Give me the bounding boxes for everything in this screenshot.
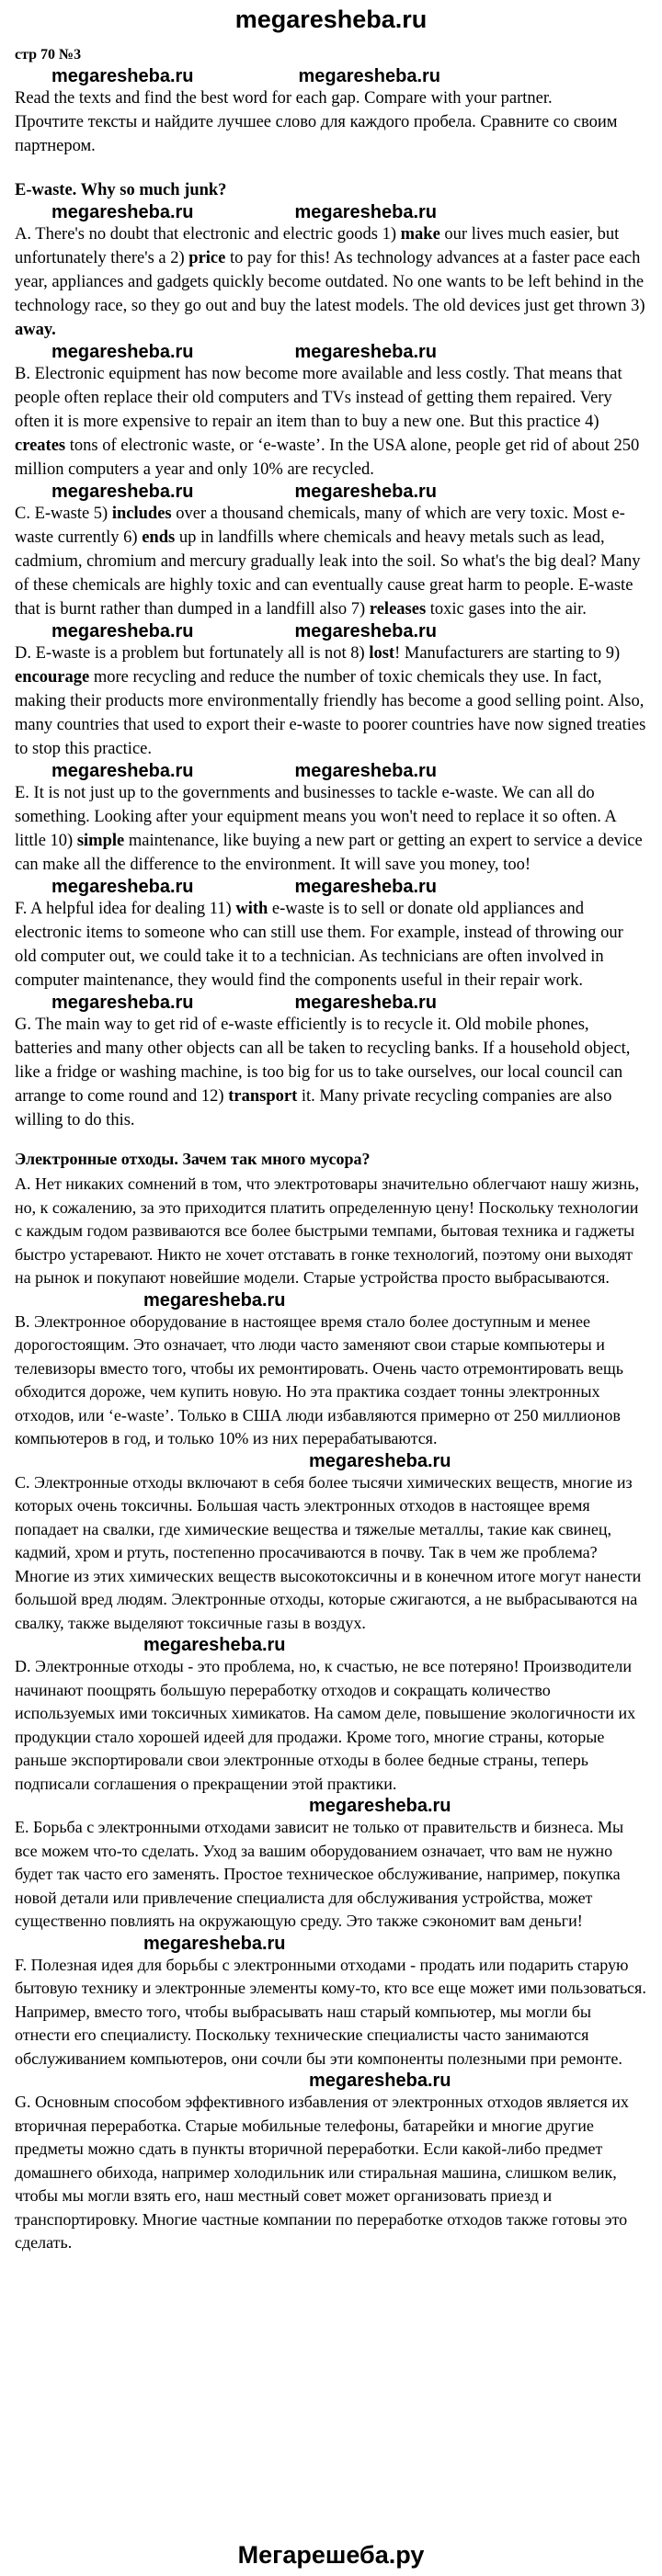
watermark: megaresheba.ru (298, 66, 441, 86)
watermark: megaresheba.ru (51, 342, 194, 362)
watermark: megaresheba.ru (51, 621, 194, 641)
answer-word: ends (142, 528, 176, 547)
watermark: megaresheba.ru (309, 1450, 451, 1471)
text-segment: A. There's no doubt that electronic and electric goods 1) (15, 225, 401, 244)
answer-word: away. (15, 321, 56, 339)
watermark: megaresheba.ru (51, 877, 194, 897)
watermark-row (15, 993, 647, 1013)
watermark: megaresheba.ru (51, 993, 194, 1013)
watermark-row (15, 482, 647, 502)
watermark-row (15, 202, 647, 222)
instruction-ru: Прочтите тексты и найдите лучшее слово для каждого пробела. Сравните со своим партнером. (15, 113, 618, 155)
watermark: megaresheba.ru (143, 1635, 286, 1655)
watermark-row (15, 761, 647, 781)
russian-paragraph: Е. Борьба с электронными отходами зависит не только от правительств и бизнеса. Мы все можем что-то сделать. Уход за вашим оборудованием означает, что вам не нужно будет так часто его заменять. Простое техническое обслуживание, например, покупка новой детали или привлечение специалиста для обслуживания устройства, может существенно повлиять на окружающую среду. Это также сэкономит вам деньги! (15, 1818, 624, 1930)
english-paragraph (15, 222, 647, 342)
watermark: megaresheba.ru (309, 2071, 451, 2091)
english-paragraph (15, 362, 647, 482)
text-segment: ! Manufacturers are starting to 9) (394, 644, 621, 663)
text-segment: to pay for this! As technology advances at a faster pace each year, appliances and gadgets quickly become outdated. No one wants to be left behind in the technology race, so they go out and buy the latest models. The old devices just get thrown 3) (15, 249, 645, 315)
russian-paragraph: G. Основным способом эффективного избавления от электронных отходов является их вторичная переработка. Старые мобильные телефоны, батарейки и многие другие предметы можно сдать в пункты вторичной переработки. Если какой-либо предмет домашнего обихода, например холодильник или стиральная машина, слишком велик, чтобы мы могли взять его, наш местный совет может организовать приезд и транспортировку. Многие частные компании по переработке отходов также готовы это сделать. (15, 2093, 629, 2252)
watermark: megaresheba.ru (294, 993, 438, 1013)
text-segment: it. Many private recycling companies are also willing to do this. (15, 1087, 612, 1129)
russian-paragraph: D. Электронные отходы - это проблема, но, к счастью, не все потеряно! Производители начинают поощрять большую переработку отходов и сокращать количество используемых ими токсичных химикатов. На самом деле, повышение экологичности их продукции стало хорошей идеей для продажи. Кроме того, многие страны, которые раньше экспортировали свои электронные отходы в более бедные страны, теперь подписали соглашения о прекращении этой практики. (15, 1657, 636, 1793)
russian-paragraph: В. Электронное оборудование в настоящее время стало более доступным и менее дорогостоящим. Это означает, что люди часто заменяют свои старые компьютеры и телевизоры вместо того, чтобы их ремонтировать. Очень часто отремонтировать вещь обходится дороже, чем купить новую. Но эта практика создает тонны электронных отходов, или ‘e-waste’. Только в США люди избавляются примерно от 250 миллионов компьютеров в год, и только 10% из них перерабатываются. (15, 1311, 623, 1447)
watermark-row (15, 1451, 647, 1471)
watermark: megaresheba.ru (294, 877, 438, 897)
text-segment: maintenance, like buying a new part or getting an expert to service a device can make all the difference to the environment. It will save you money, too! (15, 832, 643, 874)
english-paragraph (15, 1013, 647, 1132)
text-segment: F. A helpful idea for dealing 11) (15, 900, 236, 918)
russian-paragraph: F. Полезная идея для борьбы с электронными отходами - продать или подарить старую бытовую технику и электронные элементы кому-то, кто все еще может ими пользоваться. Например, вместо того, чтобы выбрасывать наш старый компьютер, мы могли бы отнести его специалисту. Поскольку технические специалисты часто занимаются обслуживанием компьютеров, они сочли бы эти компоненты полезными при ремонте. (15, 1955, 646, 2068)
watermark-row (15, 342, 647, 362)
text-segment: e-waste is to sell or donate old appliances and electronic items to someone who can still use them. For example, instead of throwing our old computer out, we could take it to a technician. As technicians are often involved in computer maintenance, they would find the components useful in their repair work. (15, 900, 623, 990)
answer-word: releases (369, 600, 427, 618)
watermark-row (15, 1290, 647, 1311)
text-segment: toxic gases into the air. (426, 600, 587, 618)
task-title: стр 70 №3 (15, 47, 82, 62)
text-segment: tons of electronic waste, or ‘e-waste’. In the USA alone, people get rid of about 250 million computers a year and only 10% are recycled. (15, 437, 640, 479)
russian-paragraph: С. Электронные отходы включают в себя более тысячи химических веществ, многие из которых очень токсичны. Большая часть электронных отходов в настоящее время попадает на свалки, где химические вещества и тяжелые металлы, такие как свинец, кадмий, хром и ртуть, постепенно просачиваются в почву. Так в чем же проблема? Многие из этих химических веществ высокотоксичны и в конечном итоге могут нанести большой вред людям. Электронные отходы, которые сжигаются, а не выбрасываются на свалку, также выделяют токсичные газы в воздух. (15, 1472, 642, 1632)
text-segment: E. It is not just up to the governments and businesses to tackle e-waste. We can all do something. Looking after your equipment means you won't need to replace it so often. A little 10) (15, 784, 616, 850)
watermark-row (15, 1796, 647, 1816)
text-segment: D. E-waste is a problem but fortunately all is not 8) (15, 644, 370, 663)
answer-word: creates (15, 437, 66, 455)
site-footer[interactable]: Мегарешеба.ру (237, 2541, 425, 2569)
watermark: megaresheba.ru (51, 66, 194, 86)
text-segment: B. Electronic equipment has now become more available and less costly. That means that people often replace their old computers and TVs instead of getting them repaired. Very often it is more expensive to repair an item than to buy a new one. But this practice 4) (15, 365, 622, 431)
russian-paragraph: А. Нет никаких сомнений в том, что электротовары значительно облегчают нашу жизнь, но, к сожалению, за это приходится платить определенную цену! Поскольку технологии с каждым годом развиваются все более быстрыми темпами, бытовая техника и гаджеты быстро устаревают. Никто не хочет отставать в гонке технологий, поэтому они выходят на рынок и покупают новейшие модели. Старые устройства просто выбрасываются. (15, 1175, 640, 1287)
watermark-row (15, 621, 647, 641)
text-segment: over a thousand chemicals, many of which are very toxic. Most e-waste currently 6) (15, 505, 625, 547)
answer-word: encourage (15, 668, 90, 687)
watermark-row (15, 1934, 647, 1954)
watermark: megaresheba.ru (294, 342, 438, 362)
text-segment: G. The main way to get rid of e-waste efficiently is to recycle it. Old mobile phones, batteries and many other objects can all be taken to recycling banks. If a household object, like a fridge or washing machine, is too big for us to take ourselves, our local council can arrange to come round and 12) (15, 1016, 631, 1106)
russian-title: Электронные отходы. Зачем так много мусора? (15, 1150, 371, 1168)
english-title: E-waste. Why so much junk? (15, 181, 227, 199)
english-paragraph (15, 781, 647, 877)
english-paragraph (15, 502, 647, 621)
watermark: megaresheba.ru (294, 482, 438, 502)
watermark-row (15, 877, 647, 897)
watermark: megaresheba.ru (294, 761, 438, 781)
text-segment: up in landfills where chemicals and heavy metals such as lead, cadmium, chromium and mercury gradually leak into the soil. So what's the big deal? Many of these chemicals are highly toxic and can eventually cause great harm to people. E-waste that is burnt rather than dumped in a landfill also 7) (15, 528, 641, 618)
answer-word: make (400, 225, 440, 244)
watermark-row (15, 1635, 647, 1655)
watermark: megaresheba.ru (143, 1933, 286, 1954)
watermark-row (15, 2071, 647, 2091)
watermark: megaresheba.ru (51, 482, 194, 502)
english-text (15, 202, 647, 1132)
watermark: megaresheba.ru (294, 621, 438, 641)
watermark: megaresheba.ru (143, 1289, 286, 1311)
russian-text (15, 1173, 647, 2255)
site-header[interactable]: megaresheba.ru (234, 6, 428, 33)
watermark: megaresheba.ru (309, 1796, 451, 1816)
answer-word: simple (76, 832, 125, 850)
text-segment: more recycling and reduce the number of toxic chemicals they use. In fact, making their products more environmentally friendly has become a good selling point. Also, many countries that used to export their e-waste to poorer countries have now signed treaties to stop this practice. (15, 668, 646, 758)
answer-word: includes (111, 505, 172, 523)
watermark: megaresheba.ru (51, 202, 194, 222)
watermark-row (15, 66, 647, 86)
watermark: megaresheba.ru (51, 761, 194, 781)
english-paragraph (15, 897, 647, 993)
watermark: megaresheba.ru (294, 202, 438, 222)
text-segment: C. E-waste 5) (15, 505, 112, 523)
instruction-en: Read the texts and find the best word for each gap. Compare with your partner. (15, 89, 553, 108)
answer-word: transport (228, 1087, 298, 1106)
answer-word: price (188, 249, 226, 267)
english-paragraph (15, 641, 647, 761)
text-segment: our lives much easier, but unfortunately there's a 2) (15, 225, 620, 267)
answer-word: with (235, 900, 268, 918)
answer-word: lost (369, 644, 395, 663)
